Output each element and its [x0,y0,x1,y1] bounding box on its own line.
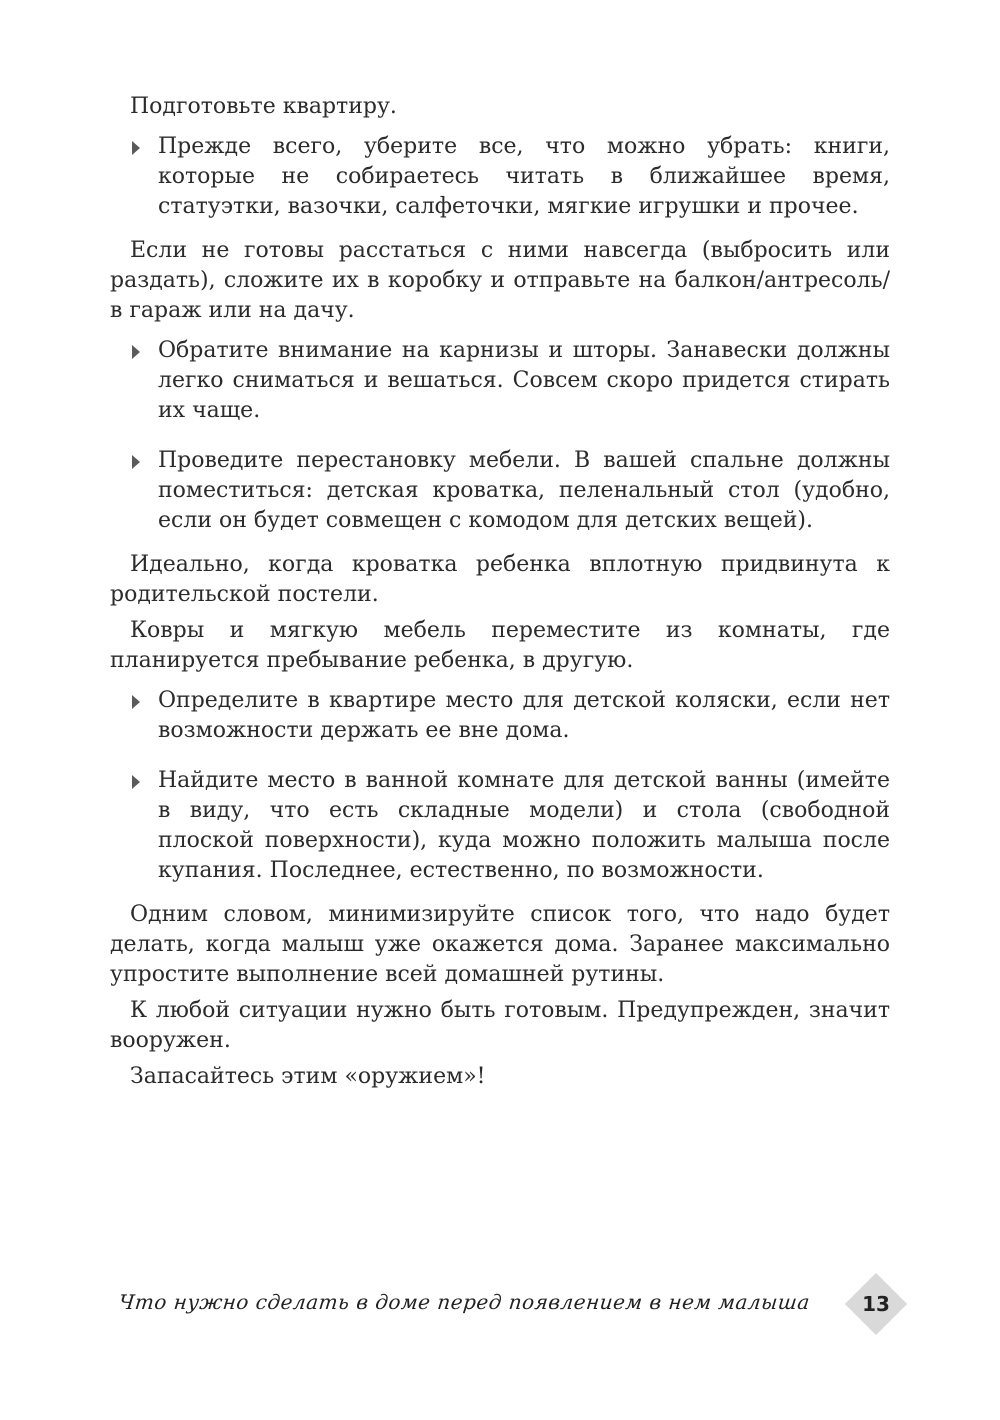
list-item [110,132,890,222]
list-item [110,766,890,886]
list-item [110,686,890,746]
bullet-triangle-icon [132,345,140,359]
paragraph: Одним словом, минимизируйте список того, что надо будет делать, когда малыш уже окажется дома. Заранее максимально упростите выполнение всей домашней рутины. [110,902,890,987]
page-number-badge [844,1272,908,1336]
list-item-text: Найдите место в ванной комнате для детской ванны (имейте в виду, что есть складные модели) и стола (свободной плоской поверхности), куда можно положить малыша после купания. Последнее, естественно, по возможности. [158,768,890,883]
list-item-text: Прежде всего, уберите все, что можно убрать: книги, которые не собираетесь читать в ближайшее время, статуэтки, вазочки, салфеточки, мягкие игрушки и прочее. [158,134,890,219]
list-item-text: Обратите внимание на карнизы и шторы. Занавески должны легко сниматься и вешаться. Совсем скоро придется стирать их чаще. [158,338,890,423]
page-body [110,92,890,1098]
running-title: Что нужно сделать в доме перед появлением в нем малыша [117,1290,812,1314]
list-item-text: Определите в квартире место для детской коляски, если нет возможности держать ее вне дома. [158,688,890,743]
paragraph: К любой ситуации нужно быть готовым. Предупрежден, значит вооружен. [110,998,890,1053]
bullet-triangle-icon [132,455,140,469]
paragraph: Подготовьте квартиру. [130,94,397,119]
bullet-triangle-icon [132,775,140,789]
bullet-triangle-icon [132,141,140,155]
list-item [110,336,890,426]
paragraph: Ковры и мягкую мебель переместите из комнаты, где планируется пребывание ребенка, в другую. [110,618,890,673]
page-number: 13 [862,1292,890,1316]
paragraph: Запасайтесь этим «оружием»! [130,1064,486,1089]
list-item [110,446,890,536]
paragraph: Если не готовы расстаться с ними навсегда (выбросить или раздать), сложите их в коробку и отправьте на балкон/антресоль/в гараж или на дачу. [110,238,890,323]
list-item-text: Проведите перестановку мебели. В вашей спальне должны поместиться: детская кроватка, пеленальный стол (удобно, если он будет совмещен с комодом для детских вещей). [158,448,890,533]
paragraph: Идеально, когда кроватка ребенка вплотную придвинута к родительской постели. [110,552,890,607]
bullet-triangle-icon [132,695,140,709]
